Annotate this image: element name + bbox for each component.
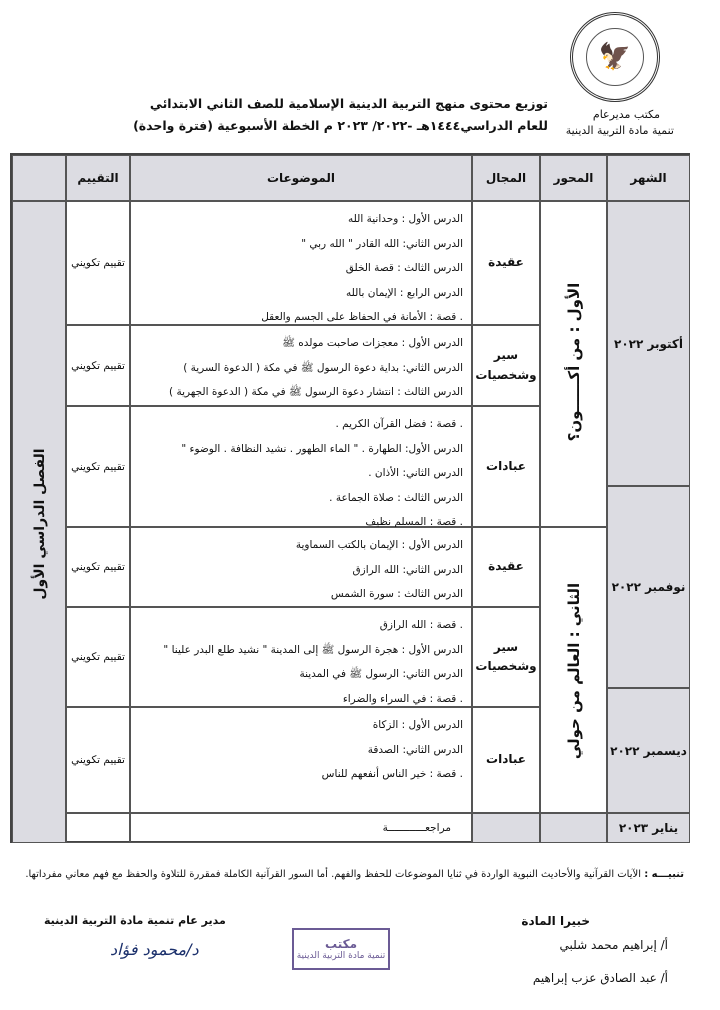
evaluation-cell: تقييم تكويني: [66, 406, 130, 527]
note-text: الآيات القرآنية والأحاديث النبوية الواردة في ثنايا الموضوعات للحفظ والفهم. أما السور القرآنية الكاملة فمقررة للتلاوة والحفظ مع فهم معاني مفرداتها.: [25, 869, 641, 880]
topics-cell: [130, 325, 472, 406]
topic-line: الدرس الثاني: الرسول ﷺ في المدينة: [299, 668, 463, 680]
eagle-emblem-icon: 🦅: [586, 28, 644, 86]
director-title: مدير عام تنمية مادة التربية الدينية: [44, 914, 226, 927]
topic-line: . قصة : الأمانة في الحفاظ على الجسم والعقل: [261, 311, 463, 323]
topics-cell: [130, 527, 472, 607]
topic-line: . قصة : في السراء والضراء: [342, 692, 463, 705]
topic-line: الدرس الثالث : قصة الخلق: [345, 262, 463, 274]
topic-line: الدرس الثالث : سورة الشمس: [330, 588, 463, 600]
topic-line: الدرس الثاني: الله الرازق: [352, 563, 463, 576]
expert-name-1: أ/ إبراهيم محمد شلبي: [559, 938, 668, 952]
topic-line: الدرس الثالث : انتشار دعوة الرسول ﷺ في مكة ( الدعوة الجهرية ): [169, 386, 463, 398]
area-cell: عقيدة: [472, 527, 540, 607]
area-cell: عقيدة: [472, 201, 540, 325]
topic-line: الدرس الثاني: الله القادر " الله ربي ": [301, 237, 463, 250]
topic-line: . قصة : المسلم نظيف: [365, 516, 463, 528]
document-subtitle: للعام الدراسي١٤٤٤هـ -٢٠٢٢/ ٢٠٢٣ م الخطة الأسبوعية (فترة واحدة): [133, 118, 548, 133]
area-cell: سير وشخصيات: [472, 607, 540, 707]
header-axis: المحور: [540, 155, 607, 201]
header-evaluation: التقييم: [66, 155, 130, 201]
topics-cell: [130, 201, 472, 325]
semester-label: الفصل الدراسي الأول: [32, 448, 48, 600]
axis-label-2: الثاني : العالم من حولي: [565, 582, 583, 760]
month-october: أكتوبر ٢٠٢٢: [607, 201, 690, 486]
review-cell: [130, 813, 472, 843]
topic-line: الدرس الأول : الإيمان بالكتب السماوية: [295, 539, 463, 551]
evaluation-cell: تقييم تكويني: [66, 201, 130, 325]
month-december: ديسمبر ٢٠٢٢: [607, 688, 690, 813]
topic-line: الدرس الثاني: الأذان .: [368, 467, 463, 479]
axis-cell-2: [540, 527, 607, 813]
topic-line: . قصة : خير الناس أنفعهم للناس: [321, 768, 463, 780]
expert-name-2: أ/ عبد الصادق عزب إبراهيم: [532, 971, 668, 985]
evaluation-cell: تقييم تكويني: [66, 607, 130, 707]
area-cell: عبادات: [472, 707, 540, 813]
header-topics: الموضوعات: [130, 155, 472, 201]
topic-line: الدرس الثاني: بداية دعوة الرسول ﷺ في مكة ( الدعوة السرية ): [183, 361, 463, 374]
header-area: المجال: [472, 155, 540, 201]
review-label: مراجعــــــــــــة: [382, 822, 451, 834]
month-november: نوفمبر ٢٠٢٢: [607, 486, 690, 688]
month-january: يناير ٢٠٢٣: [607, 813, 690, 843]
office-line1: مكتب مديرعام: [592, 108, 660, 121]
topic-line: . قصة : الله الرازق: [379, 619, 463, 631]
area-cell-review: [472, 813, 540, 843]
topics-cell: [130, 406, 472, 527]
topic-line: الدرس الأول : وحدانية الله: [348, 213, 463, 225]
ministry-logo: [570, 12, 660, 102]
evaluation-cell-review: [66, 813, 130, 843]
topic-line: . قصة : فضل القرآن الكريم .: [335, 418, 463, 430]
topics-cell: [130, 707, 472, 813]
stamp-line2: تنمية مادة التربية الدينية: [296, 951, 386, 961]
topic-line: الدرس الأول: الطهارة . " الماء الطهور . نشيد النظافة . الوضوء ": [181, 442, 463, 455]
topic-line: الدرس الأول : الزكاة: [372, 719, 463, 731]
document-title: توزيع محتوى منهج التربية الدينية الإسلامية للصف الثاني الابتدائي: [149, 96, 548, 111]
director-signature: د/محمود فؤاد: [110, 940, 199, 959]
curriculum-table: [10, 153, 690, 843]
topic-line: الدرس الأول : معجزات صاحبت مولده ﷺ: [282, 337, 463, 349]
topics-cell: [130, 607, 472, 707]
axis-cell-1: [540, 201, 607, 527]
evaluation-cell: تقييم تكويني: [66, 707, 130, 813]
note: [14, 866, 684, 884]
evaluation-cell: تقييم تكويني: [66, 325, 130, 406]
topic-line: الدرس الأول : هجرة الرسول ﷺ إلى المدينة " نشيد طلع البدر علينا ": [163, 643, 463, 656]
office-stamp: [292, 928, 390, 970]
topic-line: الدرس الرابع : الإيمان بالله: [346, 286, 463, 299]
evaluation-cell: تقييم تكويني: [66, 527, 130, 607]
axis-cell-review: [540, 813, 607, 843]
axis-label-1: الأول : من أكــــــون؟: [565, 282, 583, 442]
experts-title: خبيرا المادة: [521, 914, 590, 928]
area-cell: سير وشخصيات: [472, 325, 540, 406]
header-semester: [12, 155, 66, 201]
topic-line: الدرس الثاني: الصدقة: [367, 743, 463, 756]
topic-line: الدرس الثالث : صلاة الجماعة .: [329, 491, 463, 504]
note-label: تنبيـــه :: [644, 869, 684, 880]
stamp-line1: مكتب: [324, 937, 357, 951]
semester-cell: [12, 201, 66, 843]
header-month: الشهر: [607, 155, 690, 201]
office-line2: تنمية مادة التربية الدينية: [565, 124, 674, 137]
area-cell: عبادات: [472, 406, 540, 527]
